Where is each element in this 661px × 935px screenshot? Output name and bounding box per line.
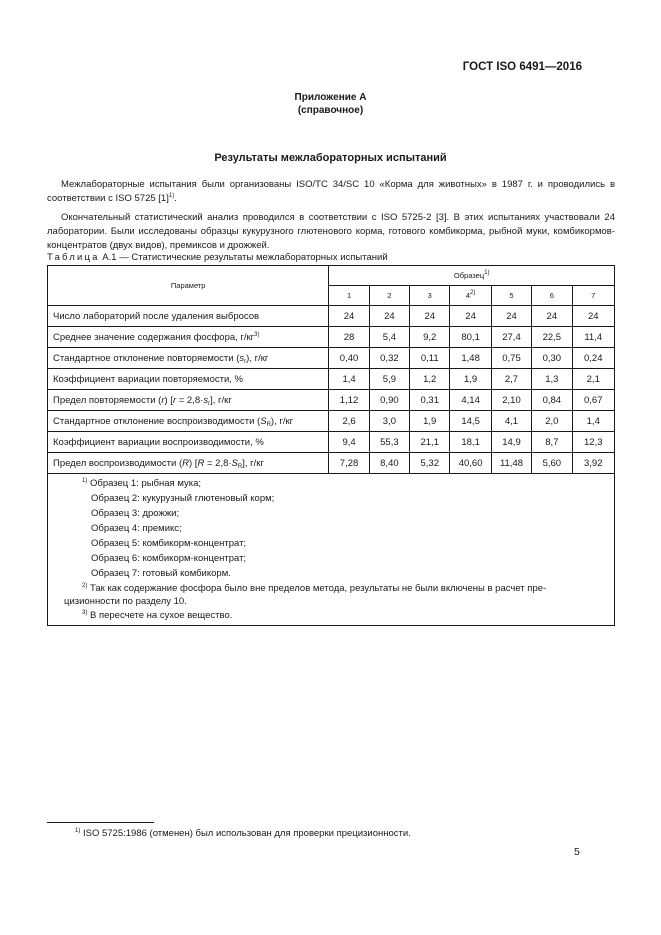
intro-paragraph-2: Окончательный статистический анализ проводился в соответствии с ISO 5725-2 [3]. В этих испытаниях участвовали 24 лаборатории. Были исследованы образцы кукурузного глютенового корма, готового комбикорма, рыбной муки, комбикормов-концентратов (двух видов), премиксов и дрожжей. <box>47 212 615 251</box>
note-2: $^{2)}$ Так как содержание фосфора было вне пределов метода, результаты не были включены в расчет пре- <box>82 583 547 594</box>
cell-value: 0,40 <box>329 348 369 369</box>
row-label: Число лабораторий после удаления выбросов <box>48 306 329 327</box>
sample-col-header: 4$^{2)}$ <box>450 286 491 306</box>
cell-value: 5,60 <box>532 453 572 474</box>
cell-value: 9,4 <box>329 432 369 453</box>
cell-value: 4,14 <box>450 390 491 411</box>
cell-value: 11,48 <box>491 453 531 474</box>
note-sample: Образец 4: премикс; <box>91 523 182 534</box>
sample-col-header: 6 <box>532 286 572 306</box>
cell-value: 24 <box>491 306 531 327</box>
cell-value: 24 <box>572 306 615 327</box>
cell-value: 7,28 <box>329 453 369 474</box>
note-3: $^{3)}$ В пересчете на сухое вещество. <box>82 610 233 621</box>
cell-value: 24 <box>369 306 409 327</box>
table-row <box>48 432 615 453</box>
table-row <box>48 306 615 327</box>
cell-value: 0,24 <box>572 348 615 369</box>
sample-col-header: 3 <box>410 286 450 306</box>
cell-value: 1,4 <box>329 369 369 390</box>
cell-value: 14,5 <box>450 411 491 432</box>
cell-value: 22,5 <box>532 327 572 348</box>
cell-value: 5,4 <box>369 327 409 348</box>
intro-paragraph-1: Межлабораторные испытания были организованы ISO/TC 34/SC 10 «Корма для животных» в 1987 г. и проводились в соответствии с ISO 5725 $[1]^{1)}$. <box>47 179 615 204</box>
table-notes <box>48 474 615 626</box>
cell-value: 0,31 <box>410 390 450 411</box>
cell-value: 2,10 <box>491 390 531 411</box>
cell-value: 80,1 <box>450 327 491 348</box>
table-row <box>48 348 615 369</box>
cell-value: 8,7 <box>532 432 572 453</box>
row-label: Коэффициент вариации повторяемости, % <box>48 369 329 390</box>
cell-value: 0,67 <box>572 390 615 411</box>
cell-value: 14,9 <box>491 432 531 453</box>
cell-value: 21,1 <box>410 432 450 453</box>
note-1: $^{1)}$ Образец 1: рыбная мука; <box>82 478 201 489</box>
cell-value: 1,12 <box>329 390 369 411</box>
cell-value: 1,2 <box>410 369 450 390</box>
note-sample: Образец 2: кукурузный глютеновый корм; <box>91 493 275 504</box>
row-label: Предел повторяемости (r) $[r = 2,8\cdot s_r]$, г/кг <box>48 390 329 411</box>
table-caption: Таблица А.1 — Статистические результаты межлабораторных испытаний <box>47 252 388 263</box>
table-row <box>48 369 615 390</box>
sample-header: Образец$^{1)}$ <box>329 266 615 286</box>
cell-value: 28 <box>329 327 369 348</box>
standard-designation: ГОСТ ISO 6491—2016 <box>462 61 582 73</box>
cell-value: 55,3 <box>369 432 409 453</box>
cell-value: 5,32 <box>410 453 450 474</box>
cell-value: 5,9 <box>369 369 409 390</box>
annex-subtitle: (справочное) <box>297 105 364 116</box>
footnote-divider <box>47 822 154 823</box>
cell-value: 3,0 <box>369 411 409 432</box>
cell-value: 1,9 <box>410 411 450 432</box>
sample-col-header: 7 <box>572 286 615 306</box>
table-row <box>48 390 615 411</box>
table-row <box>48 411 615 432</box>
page-number: 5 <box>574 846 580 858</box>
note-sample: Образец 3: дрожжи; <box>91 508 180 519</box>
table-row <box>48 327 615 348</box>
cell-value: 2,0 <box>532 411 572 432</box>
cell-value: 18,1 <box>450 432 491 453</box>
cell-value: 0,75 <box>491 348 531 369</box>
row-label: Предел воспроизводимости (R) $[R = 2,8\cdot S_R]$, г/кг <box>48 453 329 474</box>
sample-col-header: 1 <box>329 286 369 306</box>
cell-value: 0,11 <box>410 348 450 369</box>
cell-value: 0,30 <box>532 348 572 369</box>
cell-value: 24 <box>450 306 491 327</box>
note-sample: Образец 6: комбикорм-концентрат; <box>91 553 247 564</box>
cell-value: 12,3 <box>572 432 615 453</box>
statistics-table <box>47 265 615 626</box>
row-label: Стандартное отклонение воспроизводимости $(S_R)$, г/кг <box>48 411 329 432</box>
note-sample: Образец 5: комбикорм-концентрат; <box>91 538 247 549</box>
cell-value: 3,92 <box>572 453 615 474</box>
annex-title: Приложение А <box>294 92 367 103</box>
cell-value: 1,4 <box>572 411 615 432</box>
note-2-continuation: цизионности по разделу 10. <box>64 596 187 607</box>
cell-value: 24 <box>329 306 369 327</box>
param-header: Параметр <box>48 266 329 306</box>
cell-value: 27,4 <box>491 327 531 348</box>
page-footnote: $^{1)}$ ISO 5725:1986 (отменен) был использован для проверки прецизионности. <box>75 828 411 839</box>
cell-value: 1,3 <box>532 369 572 390</box>
cell-value: 2,6 <box>329 411 369 432</box>
cell-value: 2,7 <box>491 369 531 390</box>
cell-value: 24 <box>410 306 450 327</box>
sample-col-header: 2 <box>369 286 409 306</box>
cell-value: 0,32 <box>369 348 409 369</box>
row-label: Стандартное отклонение повторяемости $(s_r)$, г/кг <box>48 348 329 369</box>
cell-value: 9,2 <box>410 327 450 348</box>
row-label: Среднее значение содержания фосфора, $г/кг^{3)}$ <box>48 327 329 348</box>
sample-col-header: 5 <box>491 286 531 306</box>
cell-value: 1,48 <box>450 348 491 369</box>
cell-value: 11,4 <box>572 327 615 348</box>
cell-value: 2,1 <box>572 369 615 390</box>
cell-value: 1,9 <box>450 369 491 390</box>
cell-value: 0,84 <box>532 390 572 411</box>
section-title: Результаты межлабораторных испытаний <box>214 152 447 164</box>
row-label: Коэффициент вариации воспроизводимости, % <box>48 432 329 453</box>
cell-value: 8,40 <box>369 453 409 474</box>
cell-value: 4,1 <box>491 411 531 432</box>
note-sample: Образец 7: готовый комбикорм. <box>91 568 231 579</box>
cell-value: 24 <box>532 306 572 327</box>
cell-value: 0,90 <box>369 390 409 411</box>
cell-value: 40,60 <box>450 453 491 474</box>
table-row <box>48 453 615 474</box>
